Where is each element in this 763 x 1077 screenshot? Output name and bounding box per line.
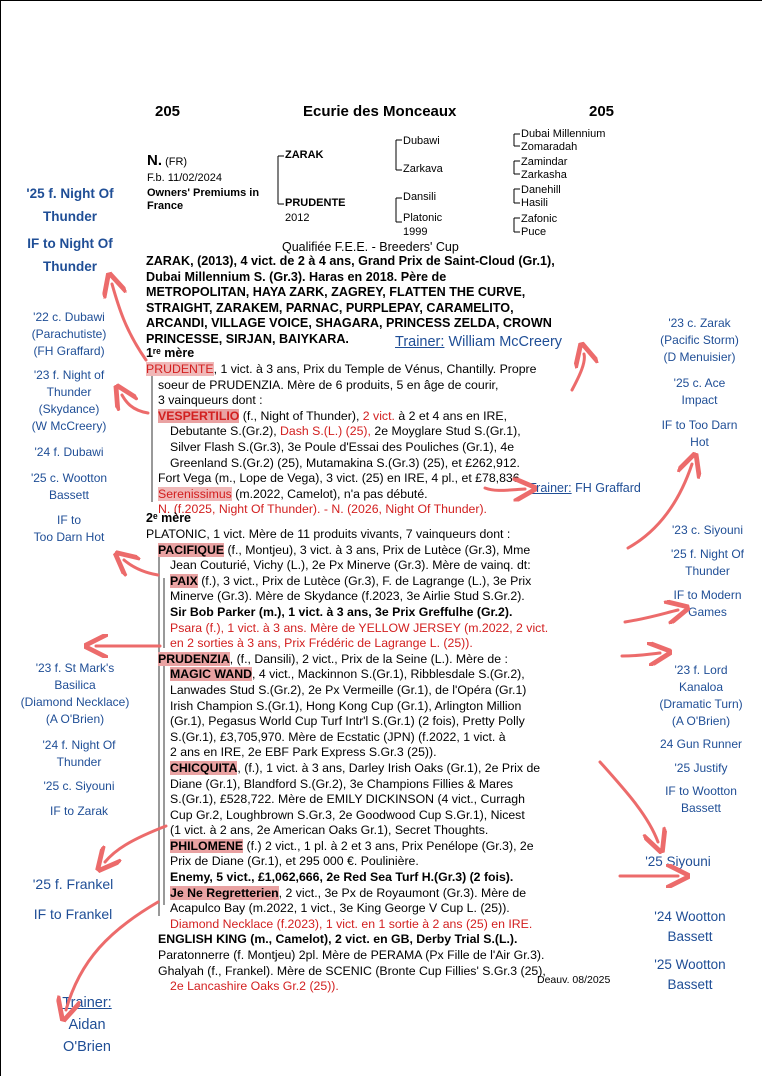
second-dam-line: Ghalyah (f., Frankel). Mère de SCENIC (Bronte Cup Fillies' S.Gr.3 (25), [158,963,546,978]
produce-name-highlight: CHICQUITA [170,760,238,775]
note-text: IF to Modern [673,588,742,602]
arrow [572,354,584,390]
note-text: Bassett [680,801,722,815]
pedigree-g4: Zarkasha [521,169,567,181]
trainer-name: O'Brien [63,1039,111,1055]
pedigree-ss: Dubawi [403,135,440,147]
dam-text-line: soeur de PRUDENZIA. Mère de 6 produits, 5 en âge de courir, [158,377,499,392]
sire-line: Dubai Millennium S. (Gr.3). Haras en 2018. Père de [146,269,447,284]
note-text: '24 f. Night Of [42,738,116,752]
second-dam-line: ENGLISH KING (m., Camelot), 2 vict. en GB, Derby Trial S.(L.). [158,932,518,947]
note-text: Basilica [54,678,96,692]
second-dam-line: S.(Gr.1), £528,722. Mère de EMILY DICKINSON (4 vict., Curragh [170,792,525,807]
pedigree-g8: Puce [521,226,547,238]
footer-date: Deauv. 08/2025 [537,974,611,986]
trainer-name: FH Graffard [575,481,641,495]
pedigree-sd: Zarkava [403,163,443,175]
second-dam-line: Psara (f.), 1 vict. à 3 ans. Mère de YELLOW JERSEY (m.2022, 2 vict. [170,620,549,635]
note-text: (W McCreery) [31,419,107,433]
produce-text: , (f.), 1 vict. à 3 ans, Darley Irish Oaks (Gr.1), 2e Prix de [237,760,541,775]
arrow [628,464,692,548]
note-left-c: '24 f. Dubawi [34,445,104,459]
note-text: Kanaloa [678,680,724,694]
note-text: (Pacific Storm) [660,333,739,347]
second-dam-line: (1 vict. à 2 ans, 2e American Oaks Gr.1), Secret Thoughts. [170,823,489,838]
pedigree-dd-year: 1999 [403,226,428,238]
sire-line: ARCANDI, VILLAGE VOICE, SHAGARA, PRINCESS ZELDA, CROWN [146,316,552,331]
page-number-left: 205 [155,103,181,120]
note-text: '23 f. Lord [674,663,728,677]
produce-vespertilio: VESPERTILIO [158,408,240,423]
note-text: (Dramatic Turn) [659,697,743,711]
second-dam-line: 2 ans en IRE, 2e EBF Park Express S.Gr.3 (25)). [170,745,437,760]
pedigree-g2: Zomaradah [521,141,578,153]
arrow [622,653,660,656]
second-dam-line: Lanwades Stud S.(Gr.2), 2e Px Vermeille (Gr.1), de l'Opéra (Gr.1) [170,682,527,697]
arrow [124,560,158,575]
second-dam-line: Acapulco Bay (m.2022, 1 vict., 3e King George V Cup L. (25)). [170,901,510,916]
premium-line-2: France [147,200,184,212]
note-right-i: '25 Justify [674,761,728,775]
note-text: Too Darn Hot [33,530,105,544]
second-dam-line: (Gr.1), Pegasus World Cup Turf Intr'l S.(Gr.1) (2 fois), Pretty Polly [170,714,525,729]
second-dam-line: S.(Gr.1), £3,705,970. Mère de Ecstatic (JPN) (f.2022, 1 vict. à [170,729,506,744]
arrow [122,395,148,413]
produce-text: , 4 vict., Mackinnon S.(Gr.1), Ribblesdale S.(Gr.2), [251,667,525,682]
note-text: '23 f. St Mark's [35,661,115,675]
section-second-dam: 2ᵉ mère [146,511,192,525]
note-left-k: IF to Frankel [33,906,113,922]
pedigree-sire: ZARAK [285,149,324,161]
note-text: IF to Too Darn [661,418,738,432]
arrow [112,284,146,360]
second-dam-line: Diane (Gr.1), Blandford S.(Gr.2), 3e Champions Fillies & Mares [170,776,514,791]
page-title: Ecurie des Monceaux [303,103,457,120]
produce-text: , 2 vict., 3e Px de Royaumont (Gr.3). Mère de [278,885,527,900]
note-text: Thunder [56,755,102,769]
note-text: Bassett [667,929,713,944]
second-dam-line: 2e Lancashire Oaks Gr.2 (25)). [170,979,339,994]
note-text: Thunder [46,385,92,399]
arrow [105,826,166,862]
trainer-label: Trainer: [395,334,445,350]
note-text: (A O'Brien) [45,712,105,726]
produce-text: Debutante S.(Gr.2), [170,424,281,439]
produce-name-highlight: PAIX [170,573,198,588]
produce-text: Greenland S.(Gr.2) (25), Mutamakina S.(Gr.3) (25), et £262,912. [170,455,520,470]
note-text: IF to Night Of Thunder [27,236,113,274]
note-left-j: '25 f. Frankel [32,876,114,892]
second-dam-line: Enemy, 5 vict., £1,062,666, 2e Red Sea Turf H.(Gr.3) (2 fois). [170,870,514,885]
note-text: (Parachutiste) [31,327,107,341]
pedigree-g6: Hasili [521,197,548,209]
pedigree-g3: Zamindar [521,156,568,168]
note-right-k: '25 Siyouni [645,854,711,869]
second-dam-line: Cup Gr.2, Loughbrown S.Gr.3, 2e Goodwood Cup S.Gr.1), Nicest [170,807,525,822]
trainer-label: Trainer: [62,995,112,1011]
note-text: Thunder [685,564,730,578]
pedigree-dam: PRUDENTE [285,197,346,209]
pedigree-ds: Dansili [403,191,437,203]
sire-line: PRINCESSE, SIRJAN, BAIYKARA. [146,331,349,346]
note-right-h: 24 Gun Runner [659,737,743,751]
page-number-right: 205 [589,103,615,120]
second-dam-line: Diamond Necklace (f.2023), 1 vict. en 1 sortie à 2 ans (25) en IRE. [170,916,533,931]
pedigree-g7: Zafonic [521,213,558,225]
second-dam-line: Minerve (Gr.3). Mère de Skydance (f.2023, 3e Airlie Stud S.Gr.2). [170,589,525,604]
note-text: '22 c. Dubawi [33,310,105,324]
produce-new: N. (f.2025, Night Of Thunder). - N. (2026, Night Of Thunder). [158,502,487,517]
note-text: IF to Wootton [665,784,737,798]
pedigree-dd: Platonic [403,212,443,224]
note-text: (FH Graffard) [33,344,105,358]
dam-prudente-text: , 1 vict. à 3 ans, Prix du Temple de Vénus, Chantilly. Propre [213,362,537,376]
note-text: '25 c. Ace [673,376,726,390]
produce-wins: 2 vict. [362,408,395,423]
arrow [485,488,525,490]
produce-text: (m.2022, Camelot), n'a pas débuté. [231,486,428,501]
produce-fort-vega: Fort Vega (m., Lope de Vega), 3 vict. (25) en IRE, 4 pl., et £78,836. [158,471,524,486]
note-text: (Skydance) [38,402,100,416]
horse-birth: F.b. 11/02/2024 [147,172,223,184]
note-text: Bassett [48,488,90,502]
produce-text: , (f., Dansili), 2 vict., Prix de la Seine (L.). Mère de : [229,651,508,666]
produce-name-highlight: PACIFIQUE [158,542,225,557]
note-text: '25 f. Night Of [671,547,744,561]
note-text: (Diamond Necklace) [20,695,130,709]
note-text: (D Menuisier) [663,350,736,364]
note-right-d: '23 c. Siyouni [672,523,743,537]
note-left-i: IF to Zarak [49,804,108,818]
produce-text: (f., Montjeu), 3 vict. à 3 ans, Prix de Lutèce (Gr.3), Mme [224,542,531,557]
produce-text: (f., Night of Thunder), [239,408,363,423]
produce-text: Silver Flash S.(Gr.3), 3e Poule d'Essai des Pouliches (Gr.1), 4e [170,439,515,454]
trainer-label: Trainer: [529,481,572,495]
arrow [66,902,158,1010]
produce-race-red: Dash S.(L.) (25), [280,424,371,439]
horse-name: N. [147,152,162,169]
sire-line: ZARAK, (2013), 4 vict. de 2 à 4 ans, Grand Prix de Saint-Cloud (Gr.1), [146,254,555,268]
produce-name-highlight: PRUDENZIA [158,651,230,666]
second-dam-line: Irish Champion S.(Gr.1), Hong Kong Cup (Gr.1), Arlington Million [170,698,522,713]
note-text: Impact [681,393,718,407]
note-text: (A O'Brien) [671,714,731,728]
second-dam-line: Sir Bob Parker (m.), 1 vict. à 3 ans, 3e Prix Greffulhe (Gr.2). [170,604,513,619]
qualification: Qualifiée F.E.E. - Breeders' Cup [282,240,459,254]
pedigree-dam-year: 2012 [285,212,310,224]
produce-name-highlight: MAGIC WAND [170,667,252,682]
note-text: Games [688,605,727,619]
pedigree-g1: Dubai Millennium [521,128,606,140]
dam-text-line: 3 vainqueurs dont : [158,393,263,408]
arrow [600,762,658,842]
note-left-h: '25 c. Siyouni [43,779,115,793]
produce-text: (f.), 3 vict., Prix de Lutèce (Gr.3), F. de Lagrange (L.), 3e Prix [197,573,532,588]
note-text: Bassett [667,977,713,992]
note-text: '25 f. Night Of Thunder [26,186,114,224]
sire-line: STRAIGHT, ZARAKEM, PARNAC, PURPLEPAY, CARAMELITO, [146,300,514,315]
section-first-dam: 1ʳᵉ mère [146,346,195,360]
note-text: '25 c. Wootton [30,471,108,485]
produce-serenissimus: Serenissimus [158,486,232,501]
second-dam-line: Prix de Diane (Gr.1), et 295 000 €. Poulinière. [170,854,419,869]
note-text: '24 Wootton [654,909,726,924]
produce-name-highlight: Je Ne Regretterien [170,885,279,900]
produce-name-highlight: PHILOMENE [170,838,244,853]
arrow [625,610,678,622]
sire-line: METROPOLITAN, HAYA ZARK, ZAGREY, FLATTEN THE CURVE, [146,285,526,300]
pedigree-g5: Danehill [521,184,561,196]
trainer-name: Aidan [68,1017,106,1033]
note-text: Hot [690,435,709,449]
note-text: '25 Wootton [654,957,726,972]
produce-text: 2e Moyglare Stud S.(Gr.1), [370,424,521,439]
second-dam-line: Paratonnerre (f. Montjeu) 2pl. Mère de PERAMA (Px Fille de l'Air Gr.3). [158,948,545,963]
dam-prudente: PRUDENTE [146,362,214,376]
produce-text: à 2 et 4 ans en IRE, [394,408,508,423]
trainer-name: William McCreery [448,334,563,350]
note-text: IF to [56,513,81,527]
note-text: '23 c. Zarak [668,316,731,330]
produce-text: (f.) 2 vict., 1 pl. à 2 et 3 ans, Prix Penélope (Gr.3), 2e [243,838,534,853]
note-text: '23 f. Night of [33,368,105,382]
second-dam-line: PLATONIC, 1 vict. Mère de 11 produits vivants, 7 vainqueurs dont : [146,527,511,541]
horse-country: (FR) [165,156,188,168]
second-dam-line: en 2 sorties à 3 ans, Prix Frédéric de Lagrange L. (25)). [170,636,473,651]
premium-line-1: Owners' Premiums in [147,187,260,199]
second-dam-line: Jean Couturié, Vichy (L.), 2e Px Minerve (Gr.3). Mère de vainq. dt: [170,558,531,573]
